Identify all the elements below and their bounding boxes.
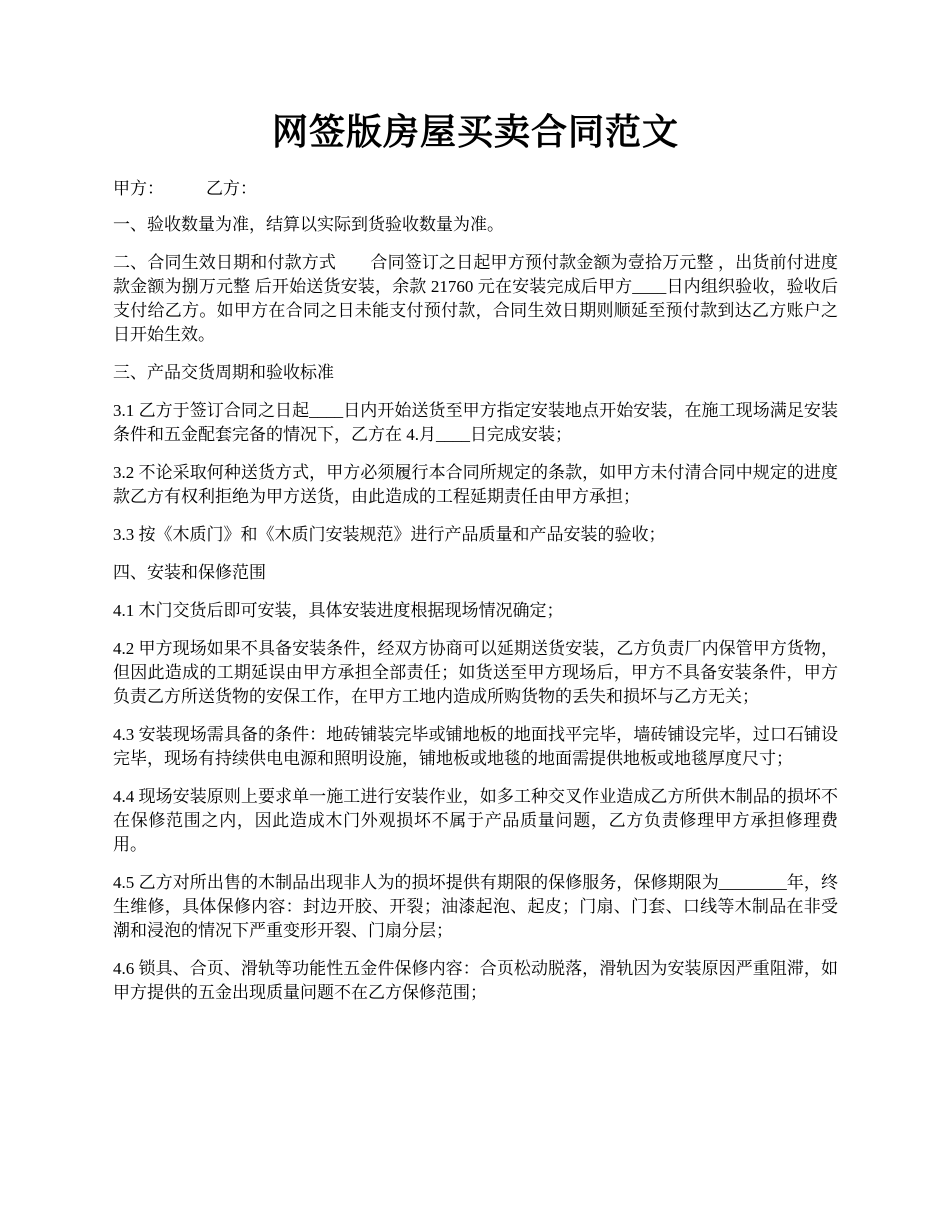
clause-4-4: 4.4 现场安装原则上要求单一施工进行安装作业，如多工种交叉作业造成乙方所供木制品的损坏不在保修范围之内，因此造成木门外观损坏不属于产品质量问题，乙方负责修理甲方承担修理费用。 [113,787,838,855]
clause-4-5: 4.5 乙方对所出售的木制品出现非人为的损坏提供有期限的保修服务，保修期限为________年，终生维修，具体保修内容：封边开胶、开裂；油漆起泡、起皮；门扇、门套、口线等木制品在非受潮和浸泡的情况下严重变形开裂、门扇分层； [113,873,838,941]
section-4-heading: 四、安装和保修范围 [113,563,266,583]
party-line [113,177,838,201]
party-b-label: 乙方： [206,179,257,199]
clause-3-3: 3.3 按《木质门》和《木质门安装规范》进行产品质量和产品安装的验收； [113,525,666,545]
clause-4-6: 4.6 锁具、合页、滑轨等功能性五金件保修内容：合页松动脱落，滑轨因为安装原因严重阻滞，如甲方提供的五金出现质量问题不在乙方保修范围； [113,959,838,1003]
section-3-heading: 三、产品交货周期和验收标准 [113,363,334,383]
clause-1-inspection-quantity: 一、验收数量为准，结算以实际到货验收数量为准。 [113,215,504,235]
clause-3-2: 3.2 不论采取何种送货方式，甲方必须履行本合同所规定的条款，如甲方未付清合同中规定的进度款乙方有权利拒绝为甲方送货，由此造成的工程延期责任由甲方承担； [113,463,838,507]
clause-4-1: 4.1 木门交货后即可安装，具体安装进度根据现场情况确定； [113,601,564,621]
party-a-label: 甲方： [113,179,164,199]
clause-2-effective-date-payment: 二、合同生效日期和付款方式 合同签订之日起甲方预付款金额为壹拾万元整 ，出货前付进度款金额为捌万元整 后开始送货安装，余款 21760 元在安装完成后甲方____日内组织验收，验收后支付给乙方。如甲方在合同之日未能支付预付款，合同生效日期则顺延至预付款到达乙方账户之日开始生效。 [113,253,838,345]
clause-4-3: 4.3 安装现场需具备的条件：地砖铺装完毕或铺地板的地面找平完毕，墙砖铺设完毕，过口石铺设完毕，现场有持续供电电源和照明设施，铺地板或地毯的地面需提供地板或地毯厚度尺寸； [113,725,838,769]
document-title: 网签版房屋买卖合同范文 [271,112,679,152]
clause-3-1: 3.1 乙方于签订合同之日起____日内开始送货至甲方指定安装地点开始安装，在施工现场满足安装条件和五金配套完备的情况下，乙方在 4.月____日完成安装； [113,401,838,445]
clause-4-2: 4.2 甲方现场如果不具备安装条件，经双方协商可以延期送货安装，乙方负责厂内保管甲方货物，但因此造成的工期延误由甲方承担全部责任；如货送至甲方现场后，甲方不具备安装条件，甲方负责乙方所送货物的安保工作，在甲方工地内造成所购货物的丢失和损坏与乙方无关； [113,639,838,707]
